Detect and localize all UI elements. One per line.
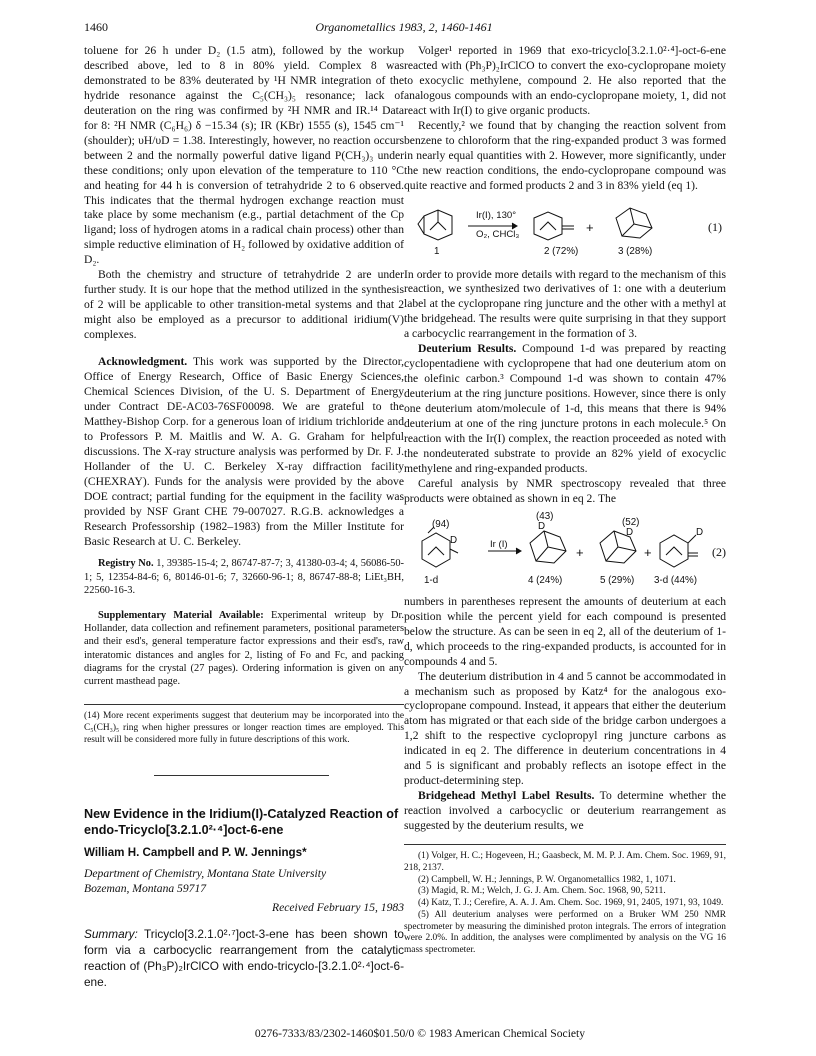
structure-3: [616, 208, 652, 238]
equation-1: [404, 202, 726, 262]
paragraph: toluene for 26 h under D₂ (1.5 atm), followed by the workup described above, led to 8 in 80% yield. Complex 8 was demonstrated to be 83% deuterated by ¹H NMR integration of the hydride resonance against the C₅(CH₃)₅ resonance; lack of deuteration on the ring was confirmed by ²H NMR and IR.¹⁴ Data for 8: ²H NMR (C₆H₆) δ −15.34 (s); IR (KBr) 1555 (s), 1545 cm⁻¹ (shoulder); υH/υD = 1.38. Interestingly, however, no reaction occurs between 2 and the normally powerful dative ligand P(CH₃)₃ under these conditions; only upon elevation of the temperature to 110 °C and heating for 44 h is conversion of tetrahydride 2 to 6 observed. This indicates that the thermal hydrogen exchange reaction must take place by some mechanism (e.g., partial detachment of the Cp ligand; loss of hydrogen atoms in a radical chain process) other than simple reductive elimination of H₂ followed by oxidative addition of D₂.: [84, 44, 404, 267]
supplementary-label: Supplementary Material Available:: [98, 610, 264, 622]
bridgehead-label: Bridgehead Methyl Label Results.: [418, 789, 595, 803]
equation-2: [404, 510, 726, 591]
summary: [84, 926, 404, 990]
paragraph: The deuterium distribution in 4 and 5 cannot be accommodated in a mechanism such as proposed by Katz⁴ for the analogous exo-cyclopropane compound. Instead, it appears that either the deuterium atom has migrated or that each side of the bridge carbon undergoes a 1,2 shift to the respective cyclopropyl ring juncture carbons as indicated in eq 2. The difference in deuterium concentrations in 4 and 5 is significant and probably reflects an isotope effect in the product-determining step.: [404, 669, 726, 788]
paragraph: In order to provide more details with regard to the mechanism of this reaction, we synthesized two derivatives of 1: one with a deuterium label at the cyclopropane ring juncture and the other with a methyl at the bridgehead. The results were quite surprising in that they support a carbocyclic rearrangement in the formation of 3.: [404, 267, 726, 341]
paragraph: Volger¹ reported in 1969 that exo-tricyclo[3.2.1.0²·⁴]-oct-6-ene reacted with (Ph₃P)₂IrClCO to convert the exo-cyclopropane moiety to exocyclic methylene, compound 2. He also reported that the analogous compounds with an endo-cyclopropane moiety, 1, did not react with Ir(I) to give organic products.: [404, 44, 726, 117]
eq2-D-4: D: [538, 520, 546, 532]
eq2-D-5: D: [626, 526, 634, 538]
affiliation: [84, 867, 404, 897]
registry-label: Registry No.: [98, 558, 154, 570]
eq1-label-2: 2 (72%): [544, 245, 579, 257]
affiliation-city: Bozeman, Montana 59717: [84, 882, 207, 896]
footnote-14: (14) More recent experiments suggest that deuterium may be incorporated into the C₅(CH₃)₅ ring when higher pressures or longer reaction times are employed. This result will be considered more fully in future descriptions of this work.: [84, 711, 404, 745]
deuterium-label: Deuterium Results.: [418, 342, 517, 356]
reference-item: (1) Volger, H. C.; Hogeveen, H.; Gaasbeck, M. M. P. J. Am. Chem. Soc. 1969, 91, 218, 2137.: [404, 851, 726, 873]
page-number: 1460: [84, 20, 108, 34]
article-title: New Evidence in the Iridium(I)-Catalyzed Reaction of endo-Tricyclo[3.2.1.0²·⁴]oct-6-ene: [84, 806, 399, 837]
acknowledgment: [84, 355, 404, 549]
eq2-label-3d: 3-d (44%): [654, 574, 698, 586]
page-header: [84, 20, 724, 36]
eq1-label-1: 1: [434, 245, 440, 257]
registry-text: 1, 39385-15-4; 2, 86747-87-7; 3, 41380-03-4; 4, 56086-50-1; 5, 12354-84-6; 6, 80146-01-6; 7, 32660-96-1; 8, 86747-88-8; LiEt₃BH, 22560-16-3.: [84, 558, 404, 596]
eq2-plus: +: [576, 544, 584, 560]
reference-item: (3) Magid, R. M.; Welch, J. G. J. Am. Chem. Soc. 1968, 90, 5211.: [418, 886, 666, 897]
eq1-condition-top: Ir(I), 130°: [476, 209, 517, 221]
reference-item: (4) Katz, T. J.; Cerefire, A. A. J. Am. Chem. Soc. 1969, 91, 2405, 1971, 93, 1049.: [418, 898, 724, 909]
article-divider: [154, 775, 329, 776]
bridgehead-text: To determine whether the reaction involved a carbocyclic or deuterium rearrangement as suggested by the deuterium results, we: [404, 789, 726, 833]
article-authors: William H. Campbell and P. W. Jennings*: [84, 846, 307, 860]
structure-2: [534, 212, 574, 240]
reference-item: (2) Campbell, W. H.; Jennings, P. W. Organometallics 1982, 1, 1071.: [418, 874, 676, 885]
eq2-deuterium-52: (52): [622, 516, 640, 528]
left-column: [84, 44, 404, 990]
reference-item: (5) All deuterium analyses were performed on a Bruker WM 250 NMR spectrometer by measuring the diminished proton integrals. The errors of integration were 2.0%. In addition, the analyses were complimented by analysis on the VG 16 mass spectrometer.: [404, 909, 726, 956]
right-column: [404, 44, 726, 957]
summary-text: Tricyclo[3.2.1.0²·⁷]oct-3-ene has been shown to form via a carbocyclic rearrangement from the catalytic reaction of (Ph₃P)₂IrClCO with endo-tricyclo-[3.2.1.0²·⁴]oct-6-ene.: [84, 927, 404, 990]
eq2-plus: +: [644, 544, 652, 560]
supplementary-material: [84, 609, 404, 688]
footnote-divider: [84, 704, 404, 705]
eq2-D-3d: D: [696, 526, 704, 538]
eq1-plus: +: [586, 219, 594, 235]
paragraph: Both the chemistry and structure of tetrahydride 2 are under further study. It is our hope that the method utilized in the synthesis of 2 will be applicable to other transition-metal systems and that 2 might also be employed as a precursor to additional iridium(V) complexes.: [84, 268, 404, 342]
deuterium-text: Compound 1-d was prepared by reacting cyclopentadiene with cyclopropene that had one deuterium atom on the olefinic carbon.³ Compound 1-d was shown to contain 47% deuterium at the ring juncture positions. However, since there is only one deuterium atom/molecule of 1-d, this means that there is 94% deuterium at one of the ring juncture protons in each molecule.⁵ On reaction with the Ir(I) complex, the reaction proceeded as noted with the nondeuterated substrate to provide an 82% yield of exocyclic methylene and ring-expanded products.: [404, 342, 726, 475]
eq2-label-4: 4 (24%): [528, 574, 563, 586]
deuterium-results: [404, 342, 726, 477]
summary-label: Summary:: [84, 927, 138, 942]
paragraph: numbers in parentheses represent the amounts of deuterium at each position while the percent yield for each compound is presented below the structure. As can be seen in eq 2, all of the deuterium of 1-d, which proceeds to the ring-expanded products, is accounted for in compounds 4 and 5.: [404, 594, 726, 668]
eq2-deuterium-94: (94): [432, 518, 450, 530]
structure-1: [418, 210, 452, 240]
acknowledgment-label: Acknowledgment.: [98, 355, 188, 369]
eq1-condition-bottom: O₂, CHCl₃: [476, 228, 520, 240]
structure-3d: [660, 535, 698, 567]
eq2-label-5: 5 (29%): [600, 574, 635, 586]
eq2-label-1d: 1-d: [424, 574, 439, 586]
equation-number-2: (2): [712, 544, 726, 559]
equation-number-1: (1): [708, 219, 722, 234]
registry-numbers: [84, 557, 404, 597]
eq1-label-3: 3 (28%): [618, 245, 653, 257]
eq2-D-1d: D: [450, 534, 458, 546]
supplementary-text: Experimental writeup by Dr. Hollander, data collection and refinement parameters, positional parameters and their esd's, general temperature factor expressions and their esd's, raw interatomic distances and angles for 2, listing of Fo and Fc, and packing diagrams for the crystal (27 pages). Ordering information is given on any current masthead page.: [84, 610, 404, 688]
received-date: Received February 15, 1983: [272, 901, 404, 915]
affiliation-department: Department of Chemistry, Montana State University: [84, 867, 327, 881]
paragraph: Recently,² we found that by changing the reaction solvent from benzene to chloroform that the ring-expanded product 3 was formed in nearly equal quantities with 2. However, more significantly, under the new reaction conditions, the endo-cyclopropane compound was quite reactive and formed products 2 and 3 in 83% yield (eq 1).: [404, 118, 726, 192]
references-divider: [404, 844, 726, 845]
journal-citation: Organometallics 1983, 2, 1460-1461: [315, 20, 493, 34]
references: [404, 851, 726, 957]
paragraph: Careful analysis by NMR spectroscopy revealed that three products were obtained as shown in eq 2. The: [404, 476, 726, 505]
bridgehead-results: [404, 789, 726, 834]
page-footer: 0276-7333/83/2302-1460$01.50/0 © 1983 American Chemical Society: [254, 1027, 586, 1040]
structure-4: [530, 531, 566, 563]
eq2-condition: Ir (I): [490, 538, 508, 550]
acknowledgment-text: This work was supported by the Director, Office of Energy Research, Office of Basic Energy Sciences, Chemical Sciences Division, of the U. S. Department of Energy under Contract DE-AC03-76SF00098. We are grateful to the Matthey-Bishop Corp. for a generous loan of iridium trichloride and to Professors P. M. Maitlis and W. A. G. Graham for helpful discussions. The X-ray structure analysis was performed by Dr. F. J. Hollander of the U. C. Berkeley X-ray diffraction facility (CHEXRAY). Funds for the analysis were provided by the above DOE contract; partial funding for the equipment in the facility was provided by NSF Grant CHE 79-007027. R.G.B. acknowledges a Research Professorship (1982–1983) from the Miller Institute for Basic Research at U. C. Berkeley.: [84, 355, 404, 548]
eq2-deuterium-43: (43): [536, 510, 554, 522]
